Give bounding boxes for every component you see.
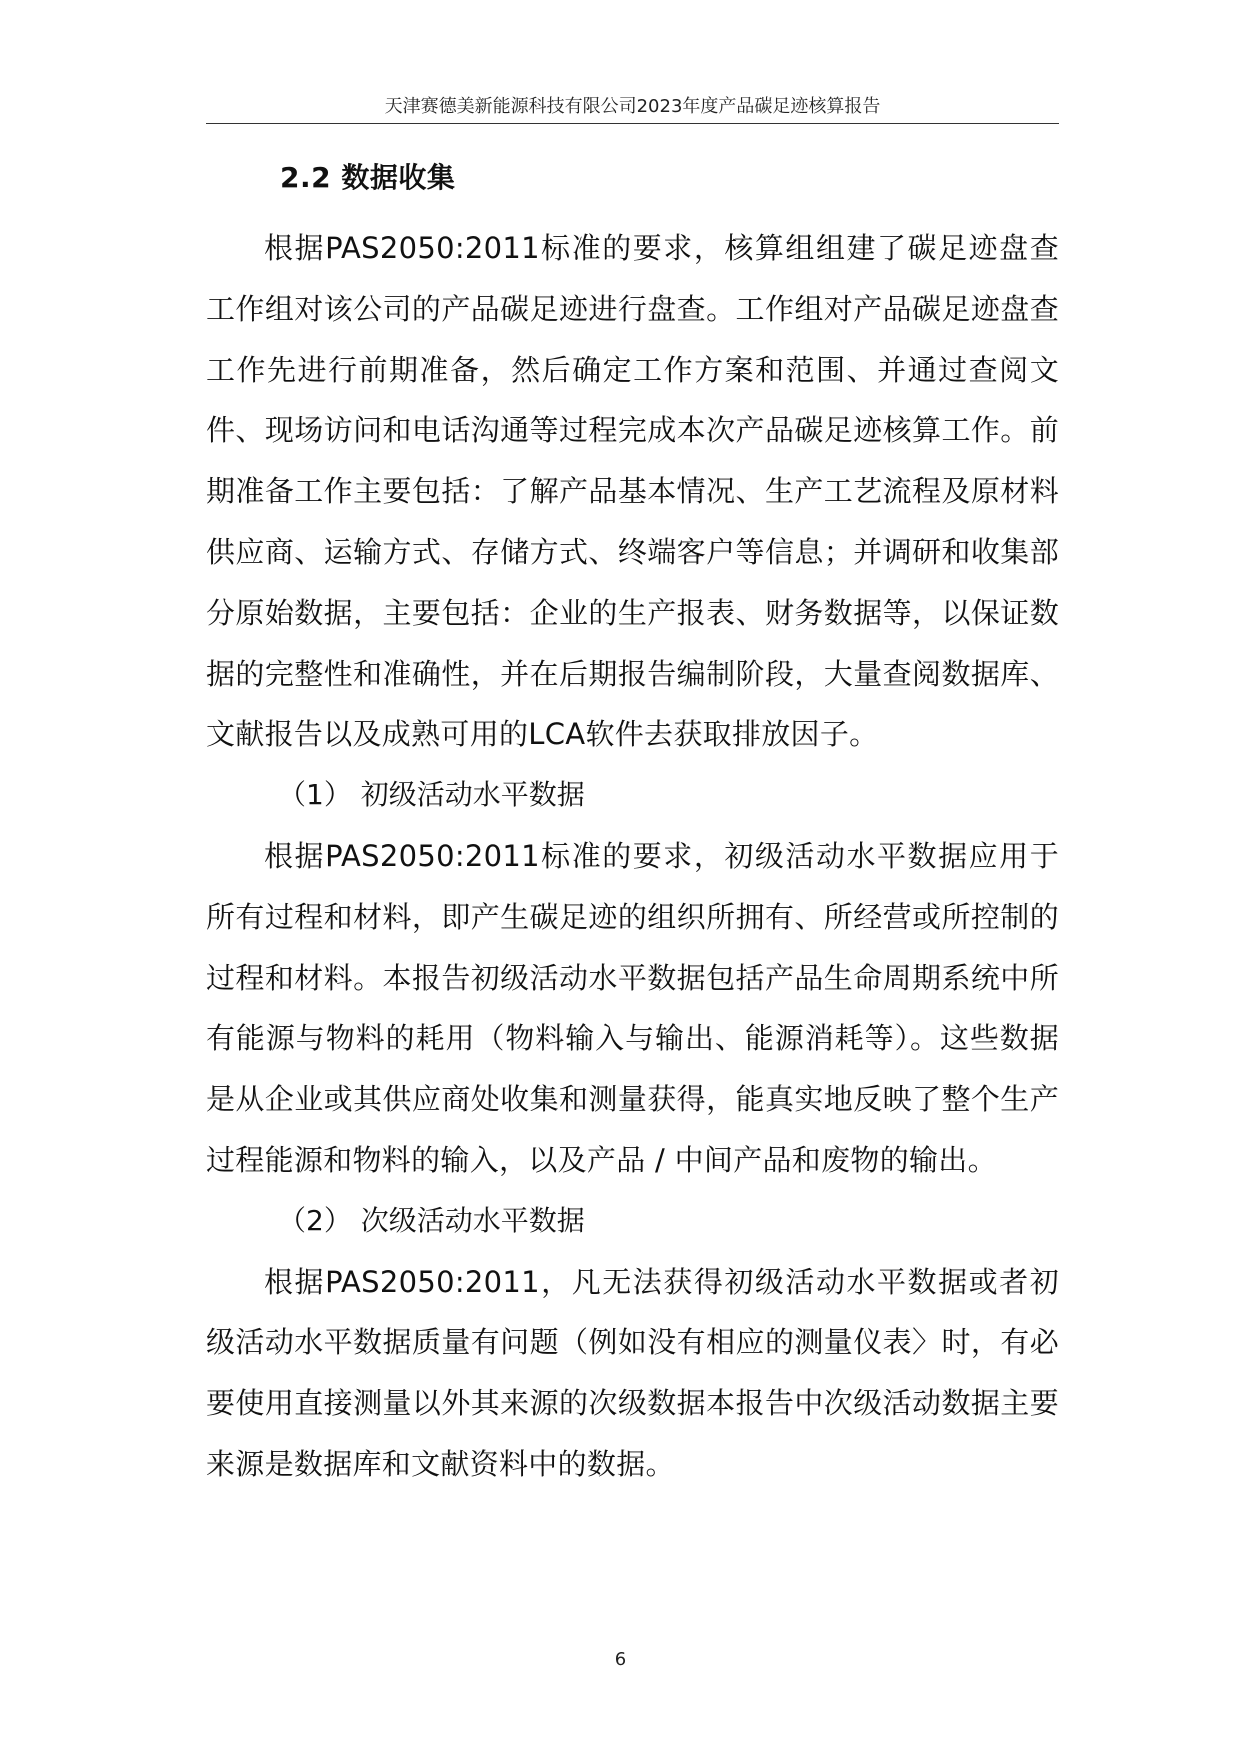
primary-data-paragraph: 根据PAS2050:2011标准的要求，初级活动水平数据应用于所有过程和材料，即产生碳足迹的组织所拥有、所经营或所控制的过程和材料。本报告初级活动水平数据包括产品生命周期系统中所有能源与物料的耗用（物料输入与输出、能源消耗等）。这些数据是从企业或其供应商处收集和测量获得，能真实地反映了整个生产过程能源和物料的输入，以及产品 / 中间产品和废物的输出。 (206, 838, 1059, 1177)
primary-data-heading: （1） 初级活动水平数据 (278, 778, 585, 812)
secondary-data-heading: （2） 次级活动水平数据 (278, 1203, 585, 1237)
document-body (206, 150, 1059, 1495)
section-heading: 2.2 数据收集 (280, 161, 456, 194)
header-divider (206, 123, 1059, 124)
page-number: 6 (614, 1649, 627, 1670)
intro-paragraph: 根据PAS2050:2011标准的要求，核算组组建了碳足迹盘查工作组对该公司的产品碳足迹进行盘查。工作组对产品碳足迹盘查工作先进行前期准备，然后确定工作方案和范围、并通过查阅文件、现场访问和电话沟通等过程完成本次产品碳足迹核算工作。前期准备工作主要包括：了解产品基本情况、生产工艺流程及原材料供应商、运输方式、存储方式、终端客户等信息；并调研和收集部分原始数据，主要包括：企业的生产报表、财务数据等，以保证数据的完整性和准确性，并在后期报告编制阶段，大量查阅数据库、文献报告以及成熟可用的LCA软件去获取排放因子。 (206, 231, 1059, 752)
secondary-data-paragraph: 根据PAS2050:2011，凡无法获得初级活动水平数据或者初级活动水平数据质量有问题（例如没有相应的测量仪表〉时，有必要使用直接测量以外其来源的次级数据本报告中次级活动数据主要来源是数据库和文献资料中的数据。 (206, 1264, 1059, 1481)
page-header-title: 天津赛德美新能源科技有限公司2023年度产品碳足迹核算报告 (384, 96, 881, 117)
